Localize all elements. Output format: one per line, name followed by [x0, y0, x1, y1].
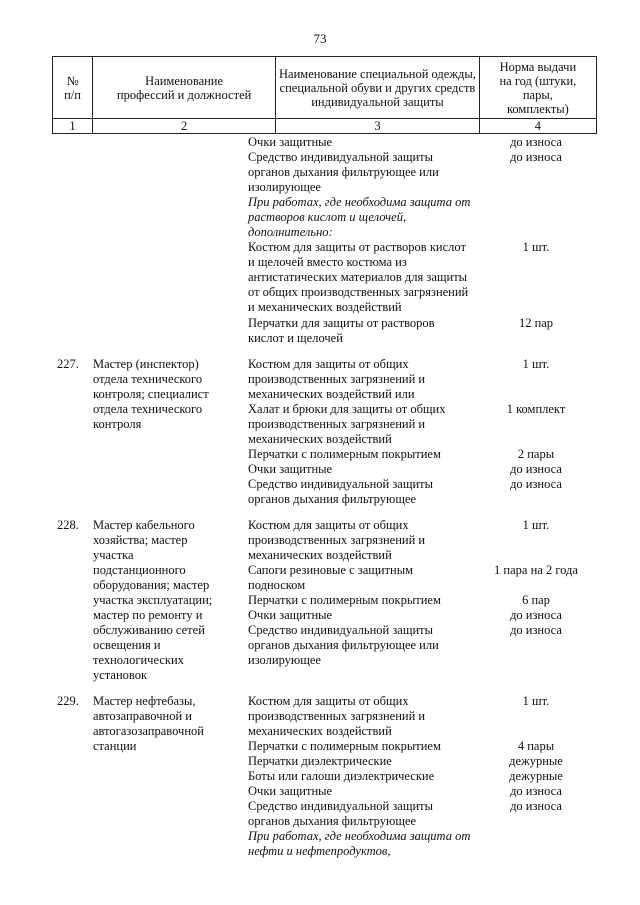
header-text: на год (штуки, [499, 73, 577, 88]
profession-line: подстанционного [93, 563, 186, 577]
profession-line: контроля [93, 417, 142, 431]
profession-line: Мастер (инспектор) [93, 357, 199, 371]
norm-value: 12 пар [518, 316, 554, 330]
ppe-line: Перчатки с полимерным покрытием [248, 593, 441, 607]
entry-number: 229. [57, 694, 79, 708]
ppe-line: органов дыхания фильтрующее [248, 492, 417, 506]
norm-value: дежурные [509, 769, 563, 783]
ppe-line: Сапоги резиновые с защитным [248, 563, 414, 577]
ppe-line: Средство индивидуальной защиты [248, 477, 434, 491]
ppe-line: производственных загрязнений и [248, 417, 426, 431]
norm-value: дежурные [509, 754, 563, 768]
profession-line: Мастер нефтебазы, [93, 694, 196, 708]
ppe-line: Боты или галоши диэлектрические [248, 769, 435, 783]
ppe-line: подноском [248, 578, 306, 592]
ppe-note: нефти и нефтепродуктов, [248, 844, 391, 858]
header-text: № [66, 73, 79, 88]
header-text: Наименование [145, 73, 224, 88]
ppe-line: Очки защитные [248, 135, 333, 149]
ppe-line: от общих производственных загрязнений [248, 285, 469, 299]
profession-line: контроля; специалист [93, 387, 209, 401]
ppe-line: механических воздействий [248, 432, 392, 446]
profession-line: оборудования; мастер [93, 578, 210, 592]
ppe-line: Перчатки диэлектрические [248, 754, 392, 768]
profession-line: технологических [93, 653, 184, 667]
entry-number: 227. [57, 357, 79, 371]
norm-value: 1 шт. [522, 694, 550, 708]
ppe-line: органов дыхания фильтрующее [248, 814, 417, 828]
norm-value: до износа [510, 799, 562, 813]
norm-value: 1 шт. [522, 240, 550, 254]
ppe-line: Костюм для защиты от общих [248, 518, 409, 532]
ppe-line: Очки защитные [248, 462, 333, 476]
table-header [52, 56, 597, 134]
ppe-line: изолирующее [248, 653, 321, 667]
ppe-line: механических воздействий или [248, 387, 415, 401]
ppe-line: Очки защитные [248, 784, 333, 798]
ppe-line: Костюм для защиты от общих [248, 357, 409, 371]
header-text: п/п [64, 87, 81, 102]
profession-line: станции [93, 739, 137, 753]
ppe-line: Халат и брюки для защиты от общих [248, 402, 446, 416]
norm-value: до износа [510, 150, 562, 164]
profession-line: участка [93, 548, 134, 562]
header-text: Наименование специальной одежды, [279, 66, 476, 81]
header-col-ppe [276, 57, 480, 119]
ppe-line: антистатических материалов для защиты [248, 270, 468, 284]
header-text: комплекты) [506, 101, 569, 116]
ppe-line: Костюм для защиты от общих [248, 694, 409, 708]
col-number-3: 3 [276, 119, 480, 134]
header-text: профессий и должностей [116, 87, 252, 102]
ppe-line: механических воздействий [248, 548, 392, 562]
entry-number: 228. [57, 518, 79, 532]
ppe-line: и щелочей вместо костюма из [248, 255, 407, 269]
header-col-number [53, 57, 93, 119]
ppe-line: Средство индивидуальной защиты [248, 150, 434, 164]
profession-line: хозяйства; мастер [93, 533, 188, 547]
profession-line: мастер по ремонту и [93, 608, 203, 622]
col-number-2: 2 [93, 119, 276, 134]
profession-line: обслуживанию сетей [93, 623, 205, 637]
ppe-note: растворов кислот и щелочей, [248, 210, 407, 224]
norm-value: до износа [510, 462, 562, 476]
profession-line: отдела технического [93, 402, 203, 416]
norm-value: до износа [510, 477, 562, 491]
col-number-4: 4 [479, 119, 596, 134]
ppe-note: дополнительно: [248, 225, 333, 239]
norm-value: до износа [510, 135, 562, 149]
ppe-line: производственных загрязнений и [248, 372, 426, 386]
ppe-line: органов дыхания фильтрующее или [248, 165, 439, 179]
ppe-line: органов дыхания фильтрующее или [248, 638, 439, 652]
profession-line: освещения и [93, 638, 161, 652]
ppe-line: производственных загрязнений и [248, 709, 426, 723]
ppe-line: изолирующее [248, 180, 321, 194]
ppe-note: При работах, где необходима защита от [248, 195, 471, 209]
profession-line: Мастер кабельного [93, 518, 195, 532]
header-text: индивидуальной защиты [311, 94, 444, 109]
norm-value: 2 пары [517, 447, 555, 461]
ppe-line: и механических воздействий [248, 300, 402, 314]
norm-value: 1 шт. [522, 518, 550, 532]
profession-line: участка эксплуатации; [93, 593, 213, 607]
header-col-norm [479, 57, 596, 119]
ppe-line: кислот и щелочей [248, 331, 343, 345]
profession-line: автогазозаправочной [93, 724, 204, 738]
norm-value: до износа [510, 784, 562, 798]
ppe-line: Средство индивидуальной защиты [248, 623, 434, 637]
norm-value: до износа [510, 623, 562, 637]
norm-value: 1 комплект [506, 402, 566, 416]
profession-line: отдела технического [93, 372, 203, 386]
norm-value: 4 пары [517, 739, 555, 753]
ppe-line: Перчатки с полимерным покрытием [248, 447, 441, 461]
ppe-line: Костюм для защиты от растворов кислот [248, 240, 466, 254]
col-number-1: 1 [53, 119, 93, 134]
page-number: 73 [313, 31, 327, 46]
norm-value: 1 шт. [522, 357, 550, 371]
norm-value: до износа [510, 608, 562, 622]
ppe-note: При работах, где необходима защита от [248, 829, 471, 843]
ppe-line: Очки защитные [248, 608, 333, 622]
ppe-line: Перчатки для защиты от растворов [248, 316, 435, 330]
profession-line: автозаправочной и [93, 709, 192, 723]
ppe-line: Перчатки с полимерным покрытием [248, 739, 441, 753]
header-text: пары, [522, 87, 553, 102]
norm-value: 1 пара на 2 года [494, 563, 578, 577]
norm-value: 6 пар [522, 593, 550, 607]
header-text: специальной обуви и других средств [279, 80, 476, 95]
ppe-line: производственных загрязнений и [248, 533, 426, 547]
header-col-profession [93, 57, 276, 119]
header-text: Норма выдачи [499, 59, 577, 74]
profession-line: установок [93, 668, 148, 682]
ppe-line: механических воздействий [248, 724, 392, 738]
ppe-line: Средство индивидуальной защиты [248, 799, 434, 813]
